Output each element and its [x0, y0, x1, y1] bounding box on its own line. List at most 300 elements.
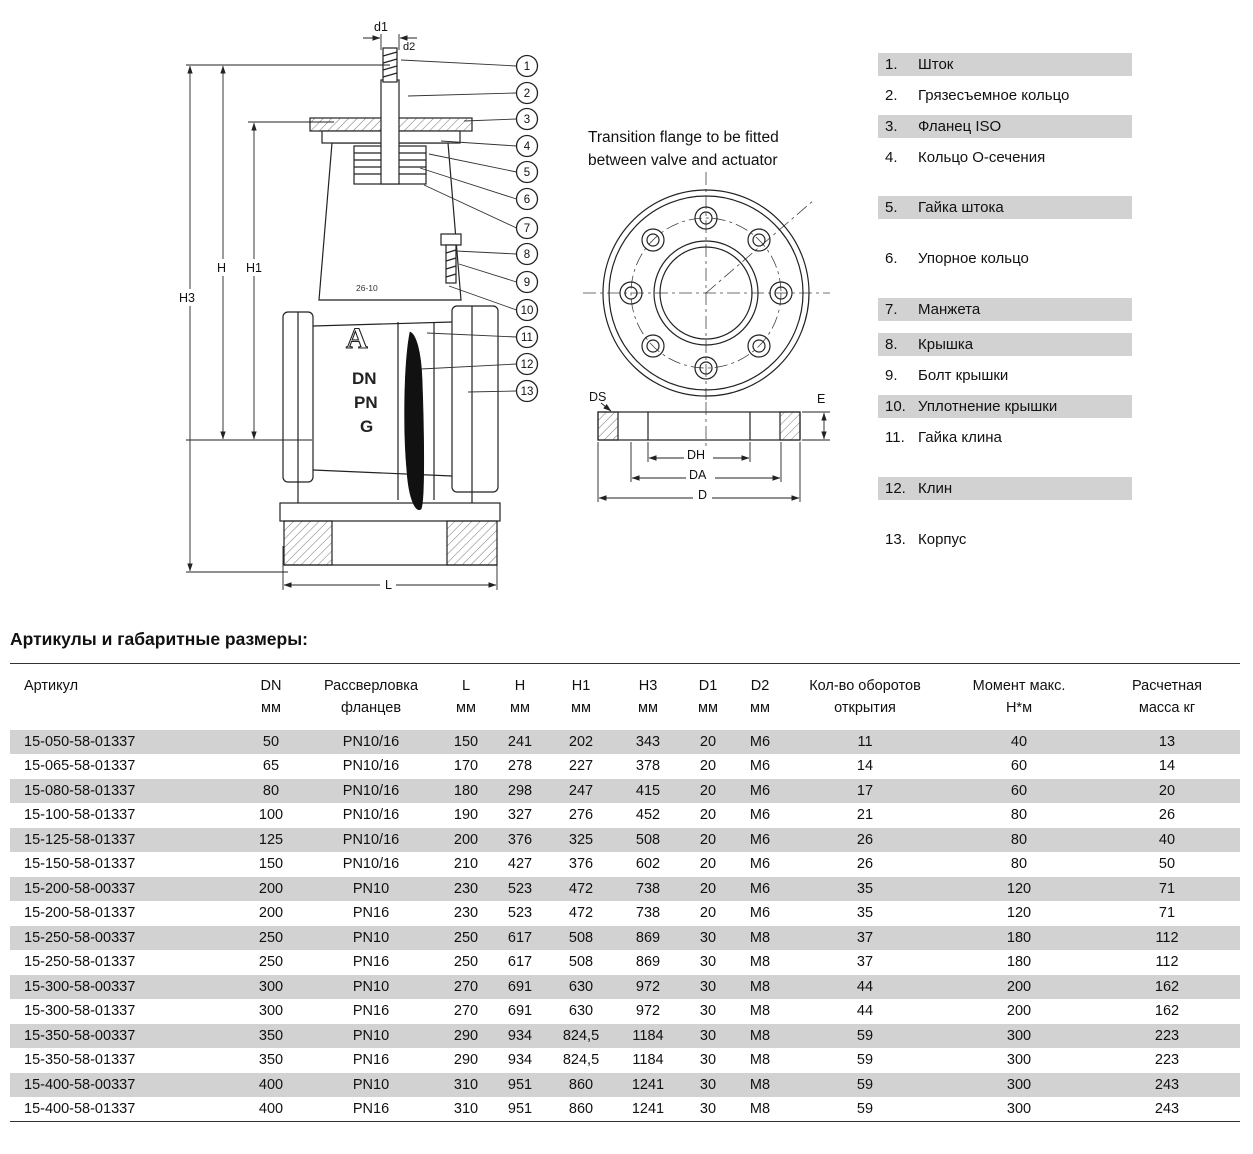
value-cell: 20: [699, 856, 717, 873]
value-cell: 300: [258, 1003, 284, 1020]
parts-list: [878, 0, 1132, 620]
parts-list-item: [878, 298, 1132, 321]
value-cell: 290: [453, 1027, 479, 1044]
column-header: DN: [260, 677, 282, 694]
value-cell: 125: [258, 831, 284, 848]
value-cell: 223: [1154, 1027, 1180, 1044]
value-cell: 276: [568, 807, 594, 824]
value-cell: PN16: [352, 954, 390, 971]
column-header-units: мм: [456, 699, 476, 716]
table-area: [10, 628, 1243, 1122]
value-cell: 343: [635, 733, 661, 750]
value-cell: 40: [1010, 733, 1028, 750]
value-cell: 50: [262, 733, 280, 750]
dimensions-table-head: [10, 664, 1240, 730]
column-header-units: фланцев: [340, 699, 402, 716]
callout-number: 5: [523, 167, 531, 179]
column-header: H3: [638, 677, 658, 694]
value-cell: PN10: [352, 929, 390, 946]
value-cell: 20: [699, 758, 717, 775]
value-cell: M6: [749, 758, 771, 775]
value-cell: 310: [453, 1101, 479, 1117]
value-cell: PN16: [352, 1101, 390, 1117]
article-cell: 15-350-58-00337: [24, 1027, 136, 1044]
column-header-units: [10, 697, 240, 730]
parts-list-item: [878, 53, 1132, 76]
value-cell: 13: [1158, 733, 1176, 750]
table-row: [10, 1024, 1240, 1049]
value-cell: 376: [507, 831, 533, 848]
parts-list-item: [878, 333, 1132, 356]
value-cell: 934: [507, 1052, 533, 1069]
parts-list-item-number: 9.: [885, 367, 898, 384]
value-cell: M6: [749, 905, 771, 922]
parts-list-item-number: 1.: [885, 56, 898, 73]
value-cell: 65: [262, 758, 280, 775]
column-header-units: мм: [571, 699, 591, 716]
parts-list-item-number: 12.: [885, 480, 906, 497]
value-cell: 250: [258, 929, 284, 946]
value-cell: 630: [568, 978, 594, 995]
value-cell: 170: [453, 758, 479, 775]
parts-list-item-number: 2.: [885, 87, 898, 104]
table-row: [10, 1073, 1240, 1098]
value-cell: 26: [856, 831, 874, 848]
callout-number: 11: [521, 332, 533, 344]
table-row: [10, 754, 1240, 779]
callout-leader-line: [456, 251, 517, 254]
marking-code: 26-10: [356, 283, 378, 293]
value-cell: PN10/16: [342, 831, 400, 848]
table-row: [10, 1048, 1240, 1073]
value-cell: 250: [258, 954, 284, 971]
column-header-units: открытия: [834, 699, 896, 716]
value-cell: 30: [699, 929, 717, 946]
table-row: [10, 926, 1240, 951]
callout-number: 6: [523, 194, 531, 206]
column-header-units: мм: [698, 699, 718, 716]
column-header: Рассверловка: [323, 677, 419, 694]
dimensions-table-body: [10, 730, 1240, 1122]
value-cell: 738: [635, 905, 661, 922]
value-cell: 738: [635, 880, 661, 897]
value-cell: 200: [1006, 978, 1032, 995]
article-cell: 15-080-58-01337: [24, 782, 136, 799]
value-cell: PN10: [352, 880, 390, 897]
value-cell: 59: [856, 1076, 874, 1093]
table-row: [10, 852, 1240, 877]
callout-number: 9: [523, 277, 531, 289]
callout-number: 3: [523, 114, 531, 126]
value-cell: 112: [1155, 929, 1179, 946]
table-row: [10, 975, 1240, 1000]
column-header: Момент макс.: [972, 677, 1066, 694]
table-title: Артикулы и габаритные размеры:: [10, 629, 308, 649]
value-cell: 20: [699, 807, 717, 824]
value-cell: 300: [1006, 1027, 1032, 1044]
table-row: [10, 779, 1240, 804]
value-cell: 243: [1154, 1076, 1180, 1093]
article-cell: 15-065-58-01337: [24, 758, 136, 775]
column-header-units: мм: [750, 699, 770, 716]
value-cell: 26: [1158, 807, 1176, 824]
value-cell: 227: [568, 758, 594, 775]
value-cell: 17: [856, 782, 874, 799]
parts-list-item-label: Грязесъемное кольцо: [918, 87, 1070, 104]
article-cell: 15-050-58-01337: [24, 733, 136, 750]
parts-list-item-label: Гайка штока: [918, 199, 1004, 216]
parts-list-item-number: 11.: [885, 429, 905, 446]
value-cell: M8: [749, 1052, 771, 1069]
value-cell: 162: [1154, 978, 1180, 995]
parts-list-item: [878, 477, 1132, 500]
value-cell: 14: [1158, 758, 1176, 775]
value-cell: 1184: [632, 1027, 664, 1044]
value-cell: 11: [857, 733, 873, 750]
column-header: Расчетная: [1131, 677, 1203, 694]
value-cell: 378: [635, 758, 661, 775]
value-cell: 30: [699, 1052, 717, 1069]
column-header-units: мм: [261, 699, 281, 716]
value-cell: 325: [568, 831, 594, 848]
value-cell: PN10/16: [342, 856, 400, 873]
value-cell: PN16: [352, 1003, 390, 1020]
value-cell: 150: [258, 856, 284, 873]
value-cell: 112: [1155, 954, 1179, 971]
value-cell: 14: [856, 758, 874, 775]
dim-label-l: L: [385, 578, 392, 592]
value-cell: 972: [635, 1003, 661, 1020]
value-cell: 630: [568, 1003, 594, 1020]
value-cell: 100: [258, 807, 284, 824]
value-cell: 50: [1158, 856, 1176, 873]
value-cell: M6: [749, 856, 771, 873]
value-cell: 37: [856, 954, 874, 971]
callout-leader-line: [459, 264, 517, 282]
value-cell: 20: [699, 880, 717, 897]
value-cell: 30: [699, 1027, 717, 1044]
value-cell: 508: [568, 954, 594, 971]
value-cell: 270: [453, 978, 479, 995]
value-cell: 400: [258, 1101, 284, 1117]
value-cell: 202: [568, 733, 594, 750]
table-row: [10, 999, 1240, 1024]
value-cell: 190: [453, 807, 479, 824]
column-header: H1: [571, 677, 591, 694]
column-header: H: [514, 677, 526, 694]
value-cell: 350: [258, 1052, 284, 1069]
value-cell: 472: [568, 880, 594, 897]
value-cell: 60: [1010, 758, 1028, 775]
header-row: [10, 697, 1240, 730]
value-cell: 20: [699, 782, 717, 799]
callout-number: 2: [523, 88, 531, 100]
value-cell: 30: [699, 1101, 717, 1117]
value-cell: M8: [749, 954, 771, 971]
value-cell: PN10: [352, 1027, 390, 1044]
value-cell: 250: [453, 954, 479, 971]
value-cell: 278: [507, 758, 533, 775]
callout-number: 7: [523, 223, 531, 235]
parts-list-item-label: Фланец ISO: [918, 118, 1002, 135]
value-cell: PN16: [352, 1052, 390, 1069]
value-cell: 35: [856, 905, 874, 922]
value-cell: 44: [856, 978, 874, 995]
value-cell: 376: [568, 856, 594, 873]
parts-list-item-label: Уплотнение крышки: [918, 398, 1058, 415]
value-cell: M6: [749, 733, 771, 750]
table-row: [10, 877, 1240, 902]
value-cell: 230: [453, 905, 479, 922]
flange-front-view: [583, 172, 830, 400]
value-cell: 44: [856, 1003, 874, 1020]
value-cell: 860: [568, 1101, 594, 1117]
parts-list-item: [878, 364, 1132, 387]
value-cell: 934: [507, 1027, 533, 1044]
parts-list-item: [878, 426, 1132, 449]
value-cell: 30: [699, 978, 717, 995]
value-cell: M8: [749, 1076, 771, 1093]
article-cell: 15-300-58-00337: [24, 978, 136, 995]
marking-pn: PN: [354, 393, 378, 412]
parts-list-item-number: 13.: [885, 531, 906, 548]
value-cell: 120: [1006, 905, 1032, 922]
value-cell: 40: [1158, 831, 1176, 848]
value-cell: 617: [507, 954, 533, 971]
article-cell: 15-200-58-00337: [24, 880, 136, 897]
column-header: D1: [698, 677, 718, 694]
value-cell: 150: [453, 733, 479, 750]
value-cell: M8: [749, 929, 771, 946]
value-cell: 200: [1006, 1003, 1032, 1020]
dimensions-table: [10, 663, 1240, 1122]
value-cell: PN10: [352, 1076, 390, 1093]
column-header-units: масса кг: [1138, 699, 1196, 716]
dim-label-e: E: [817, 392, 826, 406]
value-cell: PN10/16: [342, 807, 400, 824]
value-cell: 523: [507, 880, 533, 897]
parts-list-item-label: Корпус: [918, 531, 967, 548]
article-cell: 15-250-58-01337: [24, 954, 136, 971]
value-cell: 30: [699, 1003, 717, 1020]
value-cell: 20: [699, 905, 717, 922]
parts-list-item-number: 6.: [885, 250, 898, 267]
value-cell: 80: [1010, 856, 1028, 873]
column-header: L: [461, 677, 471, 694]
dim-label-ds: DS: [589, 390, 607, 404]
value-cell: 35: [856, 880, 874, 897]
dim-label-h1: H1: [246, 261, 262, 275]
callout-leader-line: [401, 60, 517, 66]
value-cell: 300: [1006, 1076, 1032, 1093]
value-cell: 860: [568, 1076, 594, 1093]
table-row: [10, 730, 1240, 755]
value-cell: 824,5: [562, 1052, 600, 1069]
parts-list-item-label: Клин: [918, 480, 953, 497]
value-cell: M6: [749, 807, 771, 824]
value-cell: 951: [507, 1101, 533, 1117]
value-cell: 350: [258, 1027, 284, 1044]
parts-list-item: [878, 196, 1132, 219]
dim-label-d: D: [698, 488, 708, 502]
value-cell: 300: [1006, 1101, 1032, 1117]
value-cell: 869: [635, 954, 661, 971]
parts-list-item-label: Манжета: [918, 301, 981, 318]
value-cell: 523: [507, 905, 533, 922]
wedge-shape: [405, 332, 424, 510]
value-cell: M8: [749, 1101, 771, 1117]
dim-label-dh: DH: [687, 448, 706, 462]
value-cell: 869: [635, 929, 661, 946]
value-cell: 37: [856, 929, 874, 946]
article-cell: 15-150-58-01337: [24, 856, 136, 873]
parts-list-item-number: 3.: [885, 118, 898, 135]
dim-label-h3: H3: [179, 291, 195, 305]
value-cell: 80: [262, 782, 280, 799]
article-cell: 15-250-58-00337: [24, 929, 136, 946]
callout-number: 1: [523, 61, 531, 73]
value-cell: 200: [258, 880, 284, 897]
value-cell: 26: [856, 856, 874, 873]
value-cell: M8: [749, 978, 771, 995]
parts-list-item-number: 7.: [885, 301, 898, 318]
value-cell: M8: [749, 1003, 771, 1020]
value-cell: 59: [856, 1027, 874, 1044]
callout-number: 4: [523, 141, 531, 153]
table-row: [10, 1097, 1240, 1122]
parts-list-item-label: Гайка клина: [918, 429, 1002, 446]
value-cell: 415: [635, 782, 661, 799]
table-row: [10, 901, 1240, 926]
value-cell: 290: [453, 1052, 479, 1069]
column-header-units: мм: [510, 699, 530, 716]
value-cell: PN10/16: [342, 758, 400, 775]
value-cell: 1184: [632, 1052, 664, 1069]
value-cell: 20: [699, 831, 717, 848]
callout-number: 12: [520, 359, 534, 371]
table-row: [10, 803, 1240, 828]
dim-label-h: H: [217, 261, 227, 275]
value-cell: 247: [568, 782, 594, 799]
value-cell: 20: [699, 733, 717, 750]
value-cell: 120: [1006, 880, 1032, 897]
value-cell: 30: [699, 954, 717, 971]
value-cell: 951: [507, 1076, 533, 1093]
value-cell: 617: [507, 929, 533, 946]
value-cell: 30: [699, 1076, 717, 1093]
value-cell: 71: [1158, 880, 1176, 897]
parts-list-item-label: Крышка: [918, 336, 974, 353]
value-cell: 210: [453, 856, 479, 873]
column-header: Артикул: [24, 677, 79, 694]
value-cell: 241: [507, 733, 533, 750]
value-cell: 508: [635, 831, 661, 848]
value-cell: 1241: [631, 1076, 665, 1093]
brand-logo: A: [346, 322, 368, 355]
value-cell: 300: [258, 978, 284, 995]
transition-note: [588, 126, 779, 172]
parts-list-item-label: Шток: [918, 56, 954, 73]
article-cell: 15-125-58-01337: [24, 831, 136, 848]
parts-list-item-number: 8.: [885, 336, 898, 353]
column-header: Кол-во оборотов: [809, 677, 921, 694]
value-cell: 200: [258, 905, 284, 922]
parts-list-item-label: Упорное кольцо: [918, 250, 1029, 267]
parts-list-item: [878, 115, 1132, 138]
parts-list-item: [878, 395, 1132, 418]
value-cell: 162: [1154, 1003, 1180, 1020]
value-cell: 180: [1006, 929, 1032, 946]
dim-label-d2: d2: [403, 41, 416, 53]
value-cell: 59: [856, 1101, 874, 1117]
parts-list-item: [878, 146, 1132, 169]
article-cell: 15-100-58-01337: [24, 807, 136, 824]
dim-label-d1: d1: [374, 20, 388, 34]
valve-section-drawing: [280, 48, 500, 565]
value-cell: 59: [856, 1052, 874, 1069]
table-row: [10, 828, 1240, 853]
value-cell: 21: [856, 807, 874, 824]
value-cell: 20: [1158, 782, 1176, 799]
value-cell: 270: [453, 1003, 479, 1020]
parts-list-item-number: 4.: [885, 149, 898, 166]
value-cell: 427: [507, 856, 533, 873]
value-cell: 80: [1010, 807, 1028, 824]
value-cell: 180: [1006, 954, 1032, 971]
value-cell: 472: [568, 905, 594, 922]
value-cell: 250: [453, 929, 479, 946]
table-row: [10, 950, 1240, 975]
value-cell: PN16: [352, 905, 390, 922]
value-cell: 300: [1006, 1052, 1032, 1069]
parts-list-item-label: Болт крышки: [918, 367, 1009, 384]
article-cell: 15-200-58-01337: [24, 905, 136, 922]
article-cell: 15-350-58-01337: [24, 1052, 136, 1069]
callout-number: 10: [520, 305, 534, 317]
value-cell: 602: [635, 856, 661, 873]
value-cell: M6: [749, 782, 771, 799]
value-cell: 71: [1158, 905, 1176, 922]
parts-list-item-label: Кольцо О-сечения: [918, 149, 1046, 166]
parts-list-item: [878, 247, 1132, 270]
flange-dimension-annotations: [589, 390, 830, 502]
value-cell: 200: [453, 831, 479, 848]
value-cell: 691: [507, 1003, 533, 1020]
parts-list-item: [878, 528, 1132, 551]
column-header-units: Н*м: [1005, 699, 1033, 716]
value-cell: PN10/16: [342, 782, 400, 799]
value-cell: 310: [453, 1076, 479, 1093]
callout-number: 8: [523, 249, 531, 261]
value-cell: 452: [635, 807, 661, 824]
transition-note-line1: Transition flange to be fitted: [588, 129, 779, 146]
column-header-units: мм: [638, 699, 658, 716]
header-row: [10, 664, 1240, 697]
callout-number: 13: [520, 386, 534, 398]
value-cell: 298: [507, 782, 533, 799]
flange-side-view: [598, 402, 800, 452]
value-cell: 243: [1154, 1101, 1180, 1117]
value-cell: 1241: [631, 1101, 665, 1117]
value-cell: 223: [1154, 1052, 1180, 1069]
value-cell: 508: [568, 929, 594, 946]
value-cell: M8: [749, 1027, 771, 1044]
article-cell: 15-400-58-00337: [24, 1076, 136, 1093]
dim-label-da: DA: [689, 468, 707, 482]
value-cell: 230: [453, 880, 479, 897]
value-cell: 400: [258, 1076, 284, 1093]
marking-g: G: [360, 417, 374, 436]
